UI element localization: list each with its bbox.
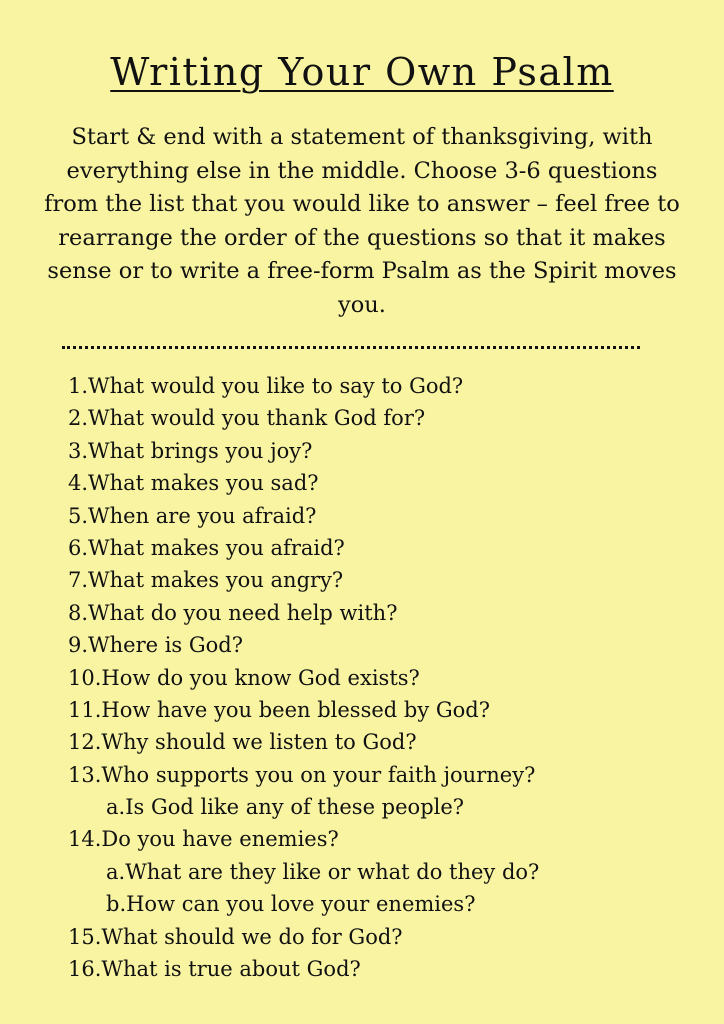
question-item: 13.Who supports you on your faith journey? — [68, 762, 536, 787]
question-item: 11.How have you been blessed by God? — [68, 697, 491, 722]
dotted-divider — [62, 346, 640, 349]
question-item: 10.How do you know God exists? — [68, 665, 420, 690]
instructions-paragraph: Start & end with a statement of thanksgiving, with everything else in the middle. Choose 3-6 questions from the list that you would like to answer – feel free to rearrange the order of the questions so that it makes sense or to write a free-form Psalm as the Spirit moves you. — [44, 124, 680, 318]
question-item: 7.What makes you angry? — [68, 568, 344, 593]
question-item: 16.What is true about God? — [68, 957, 361, 982]
question-item: 12.Why should we listen to God? — [68, 730, 417, 755]
page-title — [0, 48, 724, 96]
page-title-text: Writing Your Own Psalm — [110, 50, 614, 94]
sub-question-item: a.Is God like any of these people? — [106, 795, 465, 820]
question-list — [68, 370, 688, 985]
question-item: 5.When are you afraid? — [68, 503, 317, 528]
question-item: 4.What makes you sad? — [68, 471, 319, 496]
question-item: 14.Do you have enemies? — [68, 827, 339, 852]
question-item: 9.Where is God? — [68, 633, 244, 658]
sub-question-item: a.What are they like or what do they do? — [106, 859, 540, 884]
question-item: 15.What should we do for God? — [68, 924, 403, 949]
question-item: 2.What would you thank God for? — [68, 406, 426, 431]
sub-question-item: b.How can you love your enemies? — [106, 892, 476, 917]
question-item: 8.What do you need help with? — [68, 600, 398, 625]
question-item: 1.What would you like to say to God? — [68, 374, 464, 398]
question-item: 6.What makes you afraid? — [68, 535, 345, 560]
question-item: 3.What brings you joy? — [68, 438, 313, 463]
